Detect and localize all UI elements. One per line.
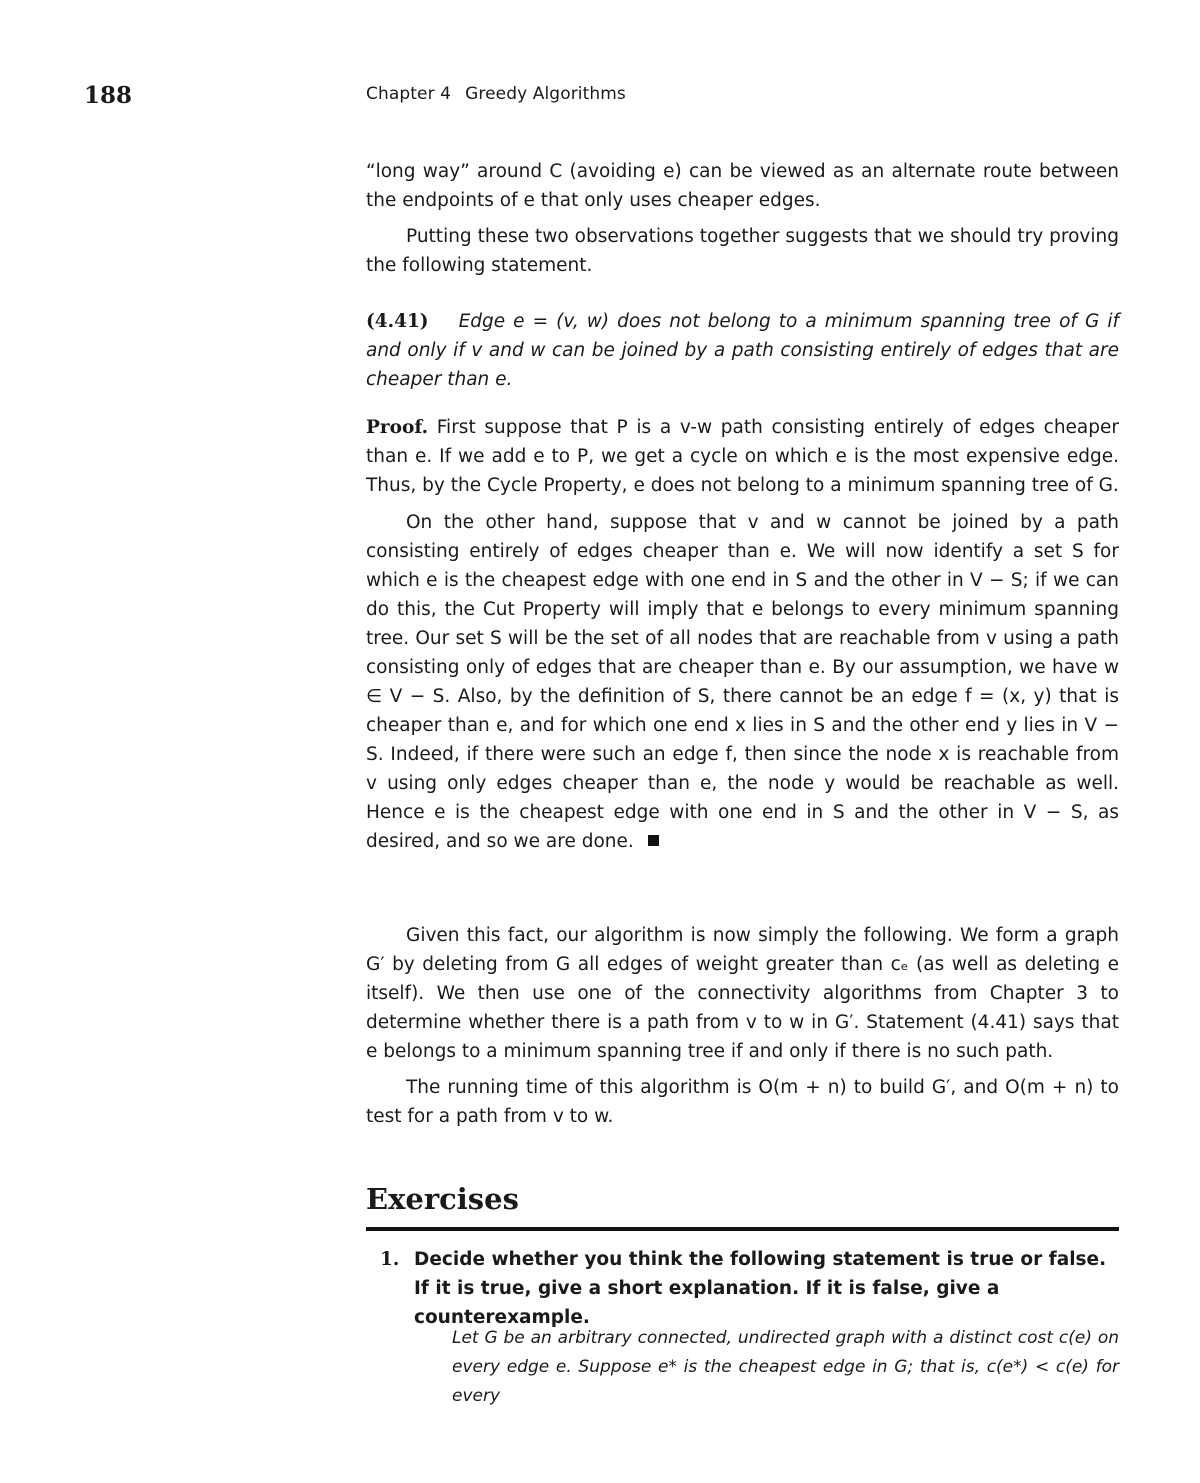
theorem-4-41 <box>366 307 1119 394</box>
body-paragraph-1: “long way” around C (avoiding e) can be viewed as an alternate route between the endpoints of e that only uses cheaper edges. <box>366 161 1119 211</box>
algorithm-paragraphs <box>366 921 1119 1131</box>
proof-paragraph-1: First suppose that P is a v-w path consisting entirely of edges cheaper than e. If we add e to P, we get a cycle on which e is the most expensive edge. Thus, by the Cycle Property, e does not belong to a minimum spanning tree of G. <box>366 417 1119 496</box>
body-paragraph-2: Putting these two observations together suggests that we should try proving the following statement. <box>366 226 1119 276</box>
qed-square-icon <box>648 835 659 846</box>
exercises-rule <box>366 1227 1119 1231</box>
exercise-number: 1. <box>380 1249 400 1270</box>
running-head <box>366 84 626 104</box>
proof-paragraph-2: On the other hand, suppose that v and w cannot be joined by a path consisting entirely of edges cheaper than e. We will now identify a set S for which e is the cheapest edge with one end in S and the other in V − S; if we can do this, the Cut Property will imply that e belongs to every minimum spanning tree. Our set S will be the set of all nodes that are reachable from v using a path consisting only of edges that are cheaper than e. By our assumption, we have w ∈ V − S. Also, by the definition of S, there cannot be an edge f = (x, y) that is cheaper than e, and for which one end x lies in S and the other end y lies in V − S. Indeed, if there were such an edge f, then since the node x is reachable from v using only edges cheaper than e, the node y would be reachable as well. Hence e is the cheapest edge with one end in S and the other in V − S, as desired, and so we are done. <box>366 512 1119 852</box>
exercise-item <box>380 1245 1119 1332</box>
chapter-label: Chapter 4 <box>366 84 452 104</box>
theorem-number: (4.41) <box>366 311 429 332</box>
exercise-text: Decide whether you think the following statement is true or false. If it is true, give a short explanation. If it is false, give a counterexample. <box>414 1249 1107 1328</box>
exercises-heading: Exercises <box>366 1182 519 1216</box>
theorem-text: Edge e = (v, w) does not belong to a minimum spanning tree of G if and only if v and w can be joined by a path consisting entirely of edges that are cheaper than e. <box>366 311 1119 390</box>
body-paragraph-3: Given this fact, our algorithm is now simply the following. We form a graph G′ by deleting from G all edges of weight greater than cₑ (as well as deleting e itself). We then use one of the connectivity algorithms from Chapter 3 to determine whether there is a path from v to w in G′. Statement (4.41) says that e belongs to a minimum spanning tree if and only if there is no such path. <box>366 925 1119 1062</box>
body-paragraph-1-block <box>366 157 1119 280</box>
body-paragraph-4: The running time of this algorithm is O(m + n) to build G′, and O(m + n) to test for a path from v to w. <box>366 1077 1119 1127</box>
proof-block <box>366 413 1119 856</box>
proof-label: Proof. <box>366 417 429 438</box>
exercise-quote: Let G be an arbitrary connected, undirected graph with a distinct cost c(e) on every edge e. Suppose e* is the cheapest edge in G; that is, c(e*) < c(e) for every <box>452 1328 1119 1406</box>
chapter-title: Greedy Algorithms <box>465 84 626 104</box>
page-number: 188 <box>84 82 133 109</box>
